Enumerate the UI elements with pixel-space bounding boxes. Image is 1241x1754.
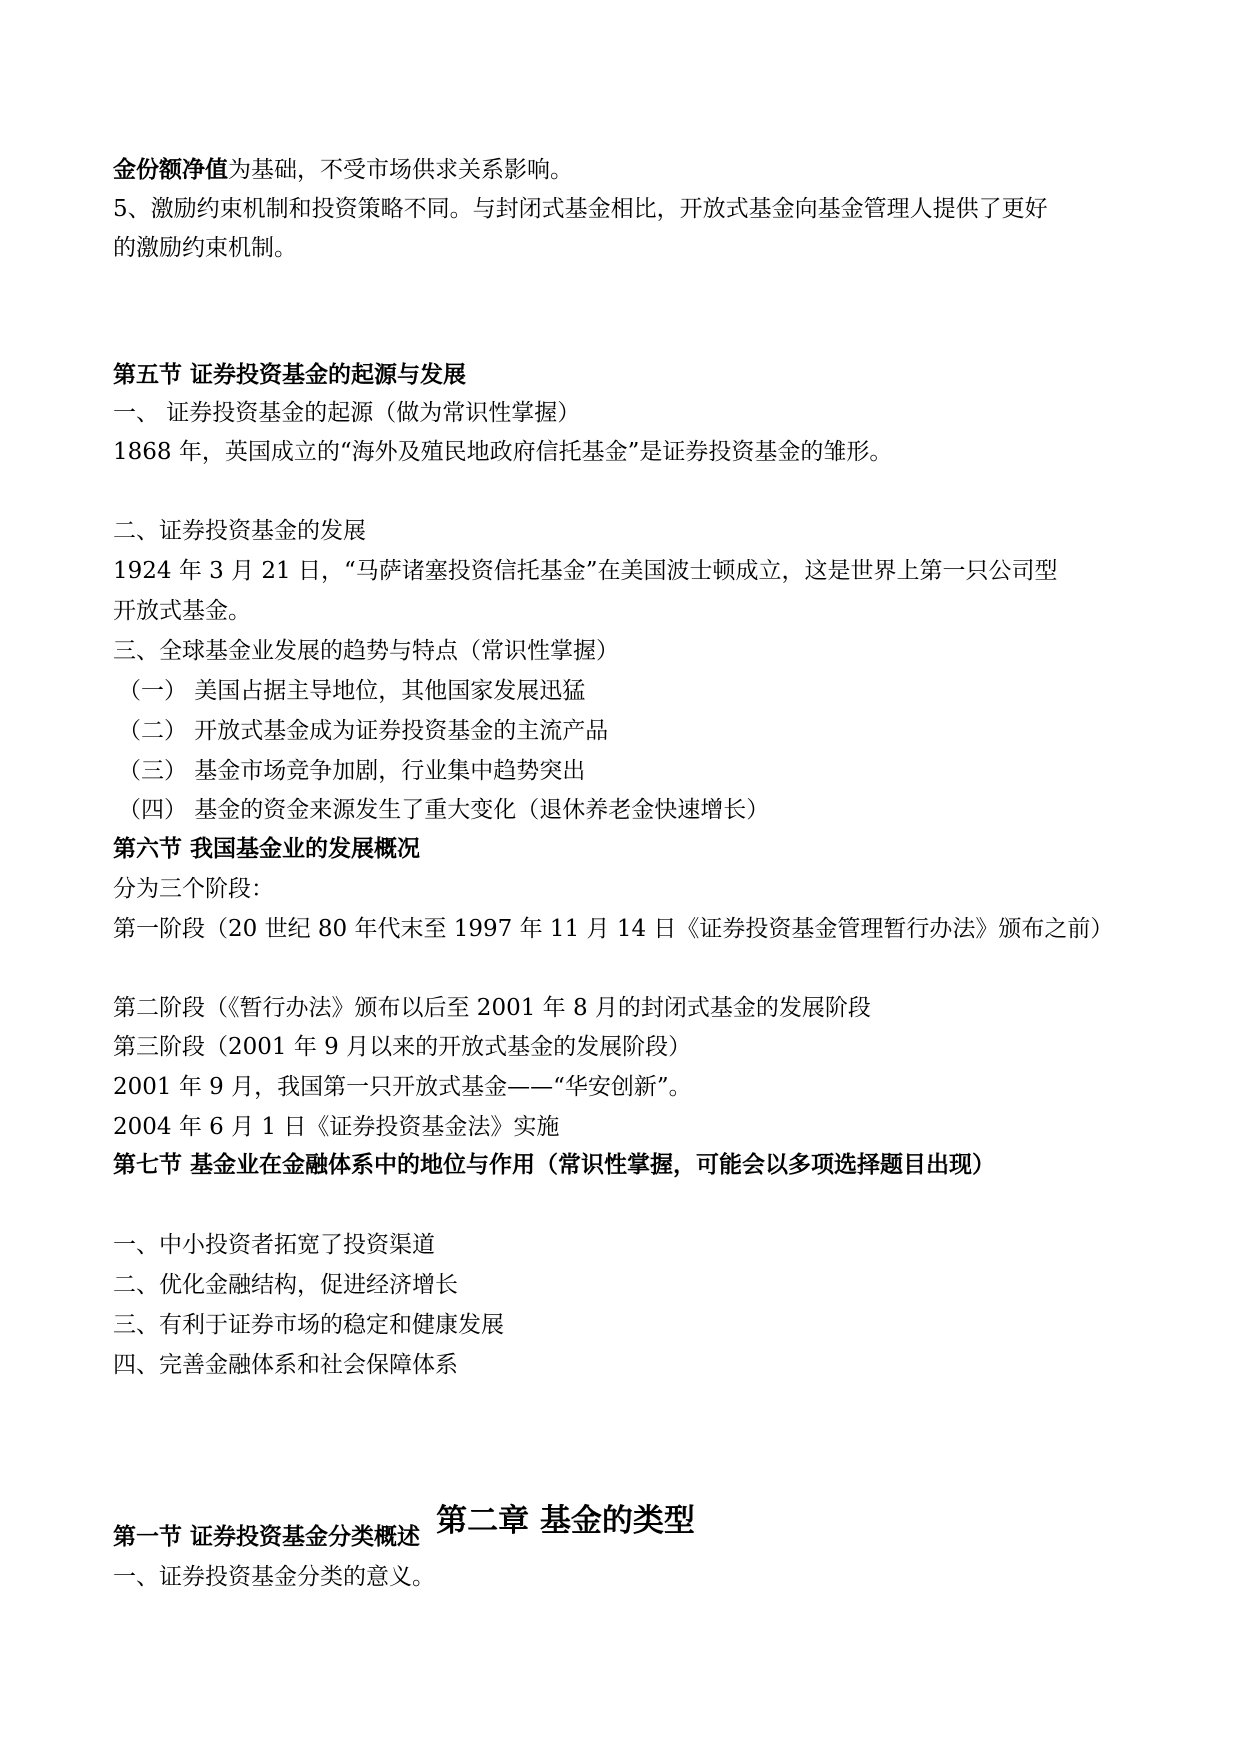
section-title: 第六节 我国基金业的发展概况 xyxy=(113,835,421,862)
bold-term: 金份额净值 xyxy=(113,156,228,183)
subsection-heading: 一、证券投资基金分类的意义。 xyxy=(113,1564,435,1590)
section-title: 第五节 证券投资基金的起源与发展 xyxy=(113,361,467,388)
list-item: 一、中小投资者拓宽了投资渠道 xyxy=(113,1232,435,1258)
list-item: （二） 开放式基金成为证券投资基金的主流产品 xyxy=(118,718,609,744)
paragraph-line: 1868 年，英国成立的“海外及殖民地政府信托基金”是证券投资基金的雏形。 xyxy=(113,439,893,465)
list-item: （一） 美国占据主导地位，其他国家发展迅猛 xyxy=(118,678,586,704)
paragraph-line: 2001 年 9 月，我国第一只开放式基金——“华安创新”。 xyxy=(113,1074,692,1100)
list-item: 三、有利于证券市场的稳定和健康发展 xyxy=(113,1312,504,1338)
paragraph-line: 2004 年 6 月 1 日《证券投资基金法》实施 xyxy=(113,1114,560,1140)
list-item: 四、完善金融体系和社会保障体系 xyxy=(113,1352,458,1378)
chapter-title: 第二章 基金的类型 xyxy=(436,1503,695,1539)
paragraph-text: 为基础，不受市场供求关系影响。 xyxy=(228,157,573,183)
paragraph-line: 开放式基金。 xyxy=(113,598,251,624)
paragraph-line: 的激励约束机制。 xyxy=(113,235,297,261)
paragraph-line: 5、激励约束机制和投资策略不同。与封闭式基金相比，开放式基金向基金管理人提供了更好 xyxy=(113,196,1048,222)
list-item: （四） 基金的资金来源发生了重大变化（退休养老金快速增长） xyxy=(118,797,770,823)
paragraph-line: 第二阶段（《暂行办法》颁布以后至 2001 年 8 月的封闭式基金的发展阶段 xyxy=(113,995,871,1021)
paragraph-line: 分为三个阶段： xyxy=(113,876,274,902)
subsection-heading: 三、全球基金业发展的趋势与特点（常识性掌握） xyxy=(113,638,619,664)
paragraph-line xyxy=(113,155,573,185)
paragraph-line: 第一阶段（20 世纪 80 年代末至 1997 年 11 月 14 日《证券投资基金管理暂行办法》颁布之前） xyxy=(113,916,1114,942)
paragraph-line: 1924 年 3 月 21 日，“马萨诸塞投资信托基金”在美国波士顿成立，这是世界上第一只公司型 xyxy=(113,558,1058,584)
subsection-heading: 二、证券投资基金的发展 xyxy=(113,518,366,544)
paragraph-line: 第三阶段（2001 年 9 月以来的开放式基金的发展阶段） xyxy=(113,1034,692,1060)
list-item: 二、优化金融结构，促进经济增长 xyxy=(113,1272,458,1298)
list-item: （三） 基金市场竞争加剧，行业集中趋势突出 xyxy=(118,758,586,784)
section-title: 第七节 基金业在金融体系中的地位与作用（常识性掌握，可能会以多项选择题目出现） xyxy=(113,1151,996,1178)
section-title: 第一节 证券投资基金分类概述 xyxy=(113,1523,421,1550)
subsection-heading: 一、 证券投资基金的起源（做为常识性掌握） xyxy=(113,400,581,426)
